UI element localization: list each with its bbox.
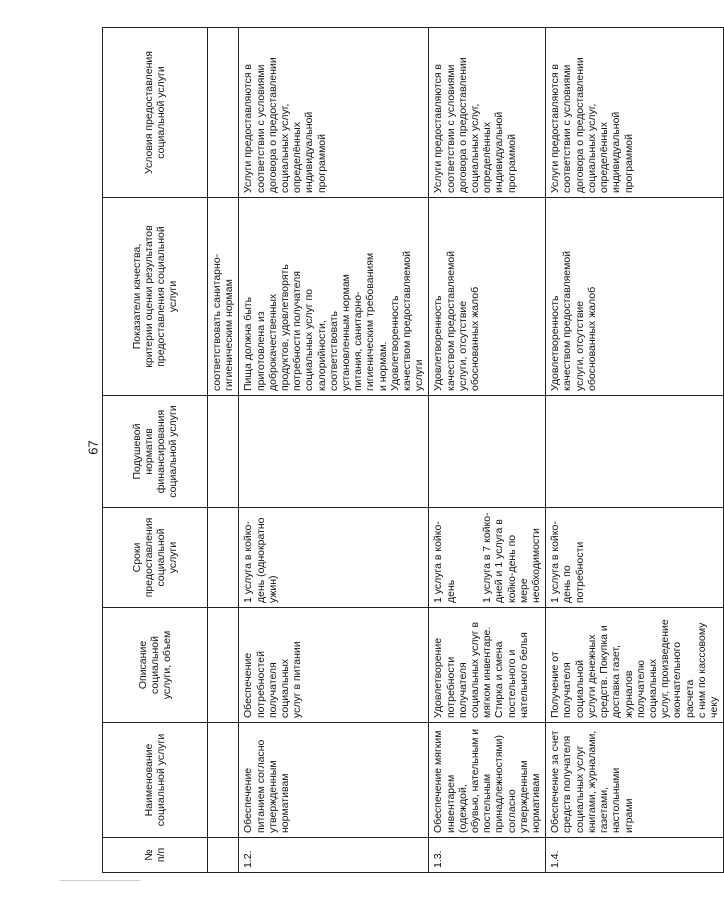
scan-artifact bbox=[60, 880, 140, 881]
header-name: Наименование социальной услуги bbox=[103, 723, 208, 838]
row-num: 1.4. bbox=[546, 838, 724, 873]
row-norm bbox=[546, 396, 724, 508]
row-terms: 1 услуга в койко- день (однократно ужин) bbox=[239, 508, 429, 608]
row-name: Обеспечение питанием согласно утвержденным нормативам bbox=[239, 723, 429, 838]
header-num: № п/п bbox=[103, 838, 208, 873]
row-terms: 1 услуга в койко- день по потребности bbox=[546, 508, 724, 608]
row-quality: Удовлетворенность качеством предоставляемой услуги, отсутствие обоснованных жалоб bbox=[429, 198, 546, 396]
table-row bbox=[429, 28, 546, 873]
row-quality: Пища должна быть приготовлена из доброкачественных продуктов, удовлетворять потребности получателя социальных услуг по калорийности, соответствовать установленным нормам питания, санитарно- гигиеническим требованиям и нормам. Удовлетворенность качеством предоставляемой услуги bbox=[239, 198, 429, 396]
row-conditions: Услуги предоставляются в соответствии с условиями договора о предоставлении социальных услуг, определённых индивидуальной программой bbox=[239, 28, 429, 198]
header-quality: Показатели качества, критерии оценки результатов предоставления социальной услуги bbox=[103, 198, 208, 396]
row-num bbox=[208, 838, 239, 873]
row-conditions bbox=[208, 28, 239, 198]
row-conditions: Услуги предоставляются в соответствии с условиями договора о предоставлении социальных услуг, определённых индивидуальной программой bbox=[429, 28, 546, 198]
row-name bbox=[208, 723, 239, 838]
row-desc bbox=[208, 608, 239, 723]
row-quality: Удовлетворенность качеством предоставляемой услуги, отсутствие обоснованных жалоб bbox=[546, 198, 724, 396]
row-desc: Удовлетворение потребности получателя социальных услуг в мягком инвентаре. Стирка и смена постельного и нательного белья bbox=[429, 608, 546, 723]
rotated-table-container bbox=[102, 28, 720, 873]
row-name: Обеспечение мягким инвентарем (одеждой, обувью, нательным и постельным принадлежностями) согласно утвержденным нормативам bbox=[429, 723, 546, 838]
row-desc: Обеспечение потребностей получателя социальных услуг в питании bbox=[239, 608, 429, 723]
row-num: 1.2. bbox=[239, 838, 429, 873]
table-row bbox=[208, 28, 239, 873]
row-terms bbox=[208, 508, 239, 608]
header-norm: Подушевой норматив финансирования социальной услуги bbox=[103, 396, 208, 508]
table-row bbox=[239, 28, 429, 873]
row-norm bbox=[429, 396, 546, 508]
row-num: 1.3. bbox=[429, 838, 546, 873]
row-conditions: Услуги предоставляются в соответствии с условиями договора о предоставлении социальных услуг, определённых индивидуальной программой bbox=[546, 28, 724, 198]
page-number: 67 bbox=[85, 440, 101, 455]
social-services-table bbox=[102, 27, 724, 873]
header-conditions: Условия предоставления социальной услуги bbox=[103, 28, 208, 198]
row-norm bbox=[208, 396, 239, 508]
header-desc: Описание социальной услуги, объем bbox=[103, 608, 208, 723]
row-name: Обеспечение за счет средств получателя социальных услуг книгами, журналами, газетами, настольными играми bbox=[546, 723, 724, 838]
row-norm bbox=[239, 396, 429, 508]
table-row bbox=[546, 28, 724, 873]
row-desc: Получение от получателя социальной услуги денежных средств. Покупка и доставка газет, журналов получателю социальных услуг, произведение окончательного расчета с ним по кассовому чеку bbox=[546, 608, 724, 723]
header-terms: Сроки предоставления социальной услуги bbox=[103, 508, 208, 608]
row-quality: соответствовать санитарно- гигиеническим нормам bbox=[208, 198, 239, 396]
row-terms: 1 услуга в койко- день 1 услуга в 7 койко- дней и 1 услуга в койко-день по мере необходимости bbox=[429, 508, 546, 608]
header-row bbox=[103, 28, 208, 873]
